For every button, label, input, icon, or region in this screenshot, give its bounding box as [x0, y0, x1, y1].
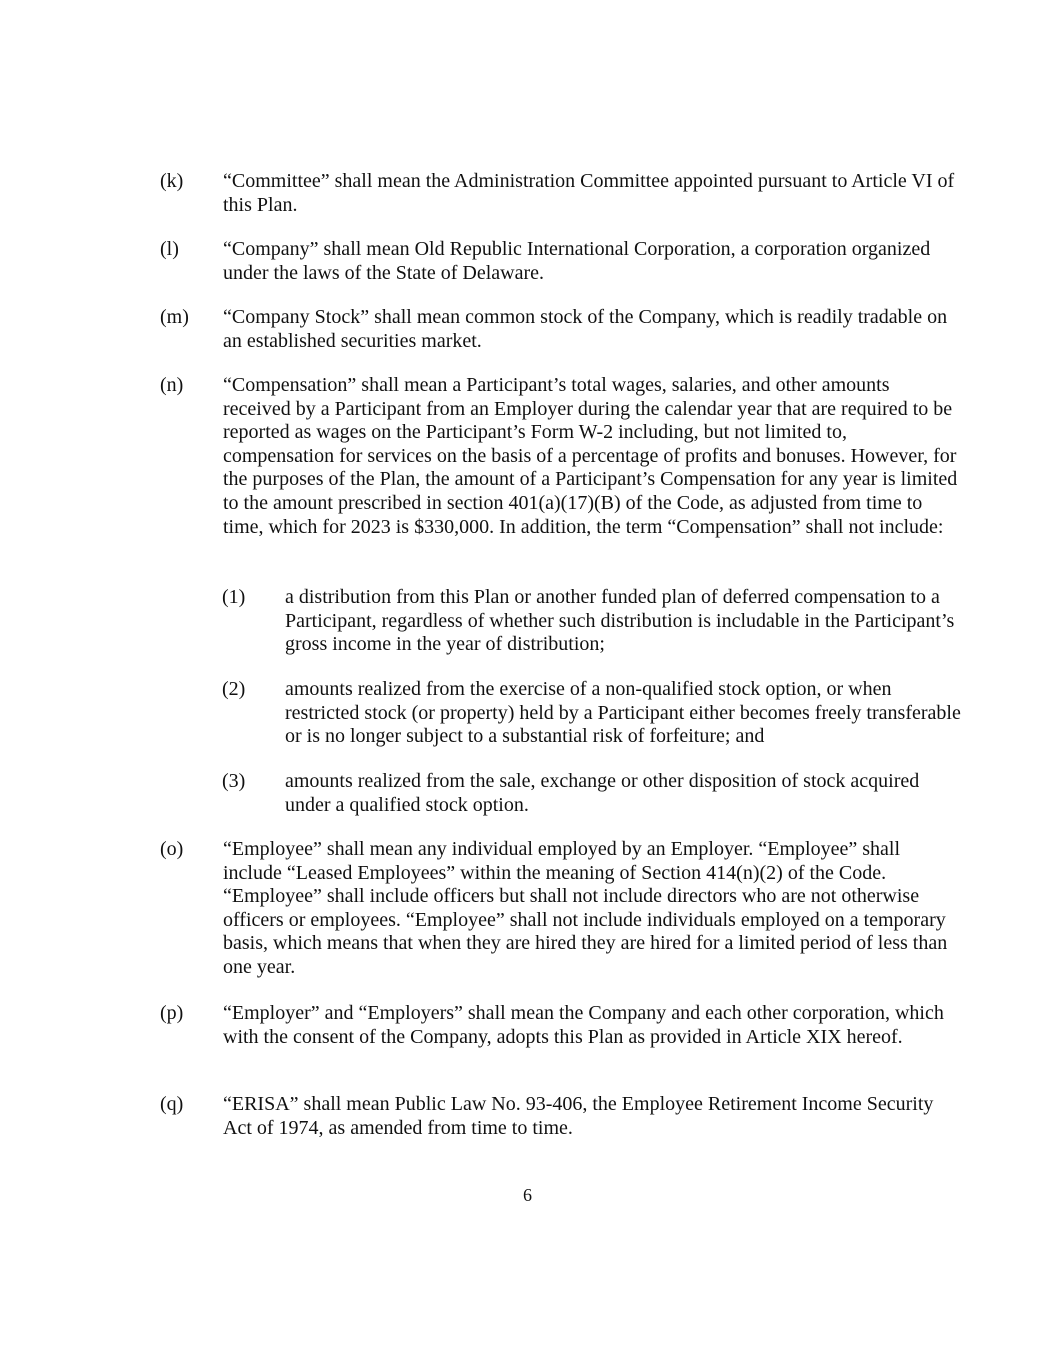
definition-compensation — [160, 374, 960, 539]
definition-label: (q) — [160, 1093, 184, 1115]
definition-text: “Employee” shall mean any individual employed by an Employer. “Employee” shall include “Leased Employees” within the meaning of Section 414(n)(2) of the Code. “Employee” shall include officers but shall not include directors who are not otherwise officers or employees. “Employee” shall not include individuals employed on a temporary basis, which means that when they are hired they are hired for a limited period of less than one year. — [223, 838, 948, 978]
definition-label: (l) — [160, 238, 179, 260]
subitem-label: (2) — [222, 678, 246, 700]
compensation-exclusion-1 — [222, 586, 962, 657]
definition-label: (o) — [160, 838, 184, 860]
definition-employer — [160, 1002, 960, 1049]
definition-label: (m) — [160, 306, 189, 328]
definition-label: (n) — [160, 374, 184, 396]
definition-text: “Committee” shall mean the Administration Committee appointed pursuant to Article VI of this Plan. — [223, 170, 955, 216]
definition-erisa — [160, 1093, 960, 1140]
compensation-exclusion-2 — [222, 678, 962, 749]
definition-text: “Company Stock” shall mean common stock of the Company, which is readily tradable on an established securities market. — [223, 306, 948, 352]
definition-text: “Company” shall mean Old Republic International Corporation, a corporation organized under the laws of the State of Delaware. — [223, 238, 931, 284]
subitem-label: (3) — [222, 770, 246, 792]
subitem-text: amounts realized from the sale, exchange or other disposition of stock acquired under a qualified stock option. — [285, 770, 920, 816]
definition-text: “Compensation” shall mean a Participant’s total wages, salaries, and other amounts received by a Participant from an Employer during the calendar year that are required to be reported as wages on the Participant’s Form W-2 including, but not limited to, compensation for services on the basis of a percentage of profits and bonuses. However, for the purposes of the Plan, the amount of a Participant’s Compensation for any year is limited to the amount prescribed in section 401(a)(17)(B) of the Code, as adjusted from time to time, which for 2023 is $330,000. In addition, the term “Compensation” shall not include: — [223, 374, 958, 538]
page-number: 6 — [523, 1185, 532, 1205]
definition-text: “ERISA” shall mean Public Law No. 93-406, the Employee Retirement Income Security Act of 1974, as amended from time to time. — [223, 1093, 934, 1139]
subitem-text: a distribution from this Plan or another funded plan of deferred compensation to a Participant, regardless of whether such distribution is includable in the Participant’s gross income in the year of distribution; — [285, 586, 955, 656]
definition-label: (k) — [160, 170, 184, 192]
definition-committee — [160, 170, 960, 217]
definition-company — [160, 238, 960, 285]
definition-label: (p) — [160, 1002, 184, 1024]
definition-employee — [160, 838, 960, 980]
subitem-label: (1) — [222, 586, 246, 608]
definition-company-stock — [160, 306, 960, 353]
compensation-exclusion-3 — [222, 770, 962, 817]
definition-text: “Employer” and “Employers” shall mean the Company and each other corporation, which with the consent of the Company, adopts this Plan as provided in Article XIX hereof. — [223, 1002, 944, 1048]
subitem-text: amounts realized from the exercise of a non-qualified stock option, or when restricted stock (or property) held by a Participant either becomes freely transferable or is no longer subject to a substantial risk of forfeiture; and — [285, 678, 961, 748]
